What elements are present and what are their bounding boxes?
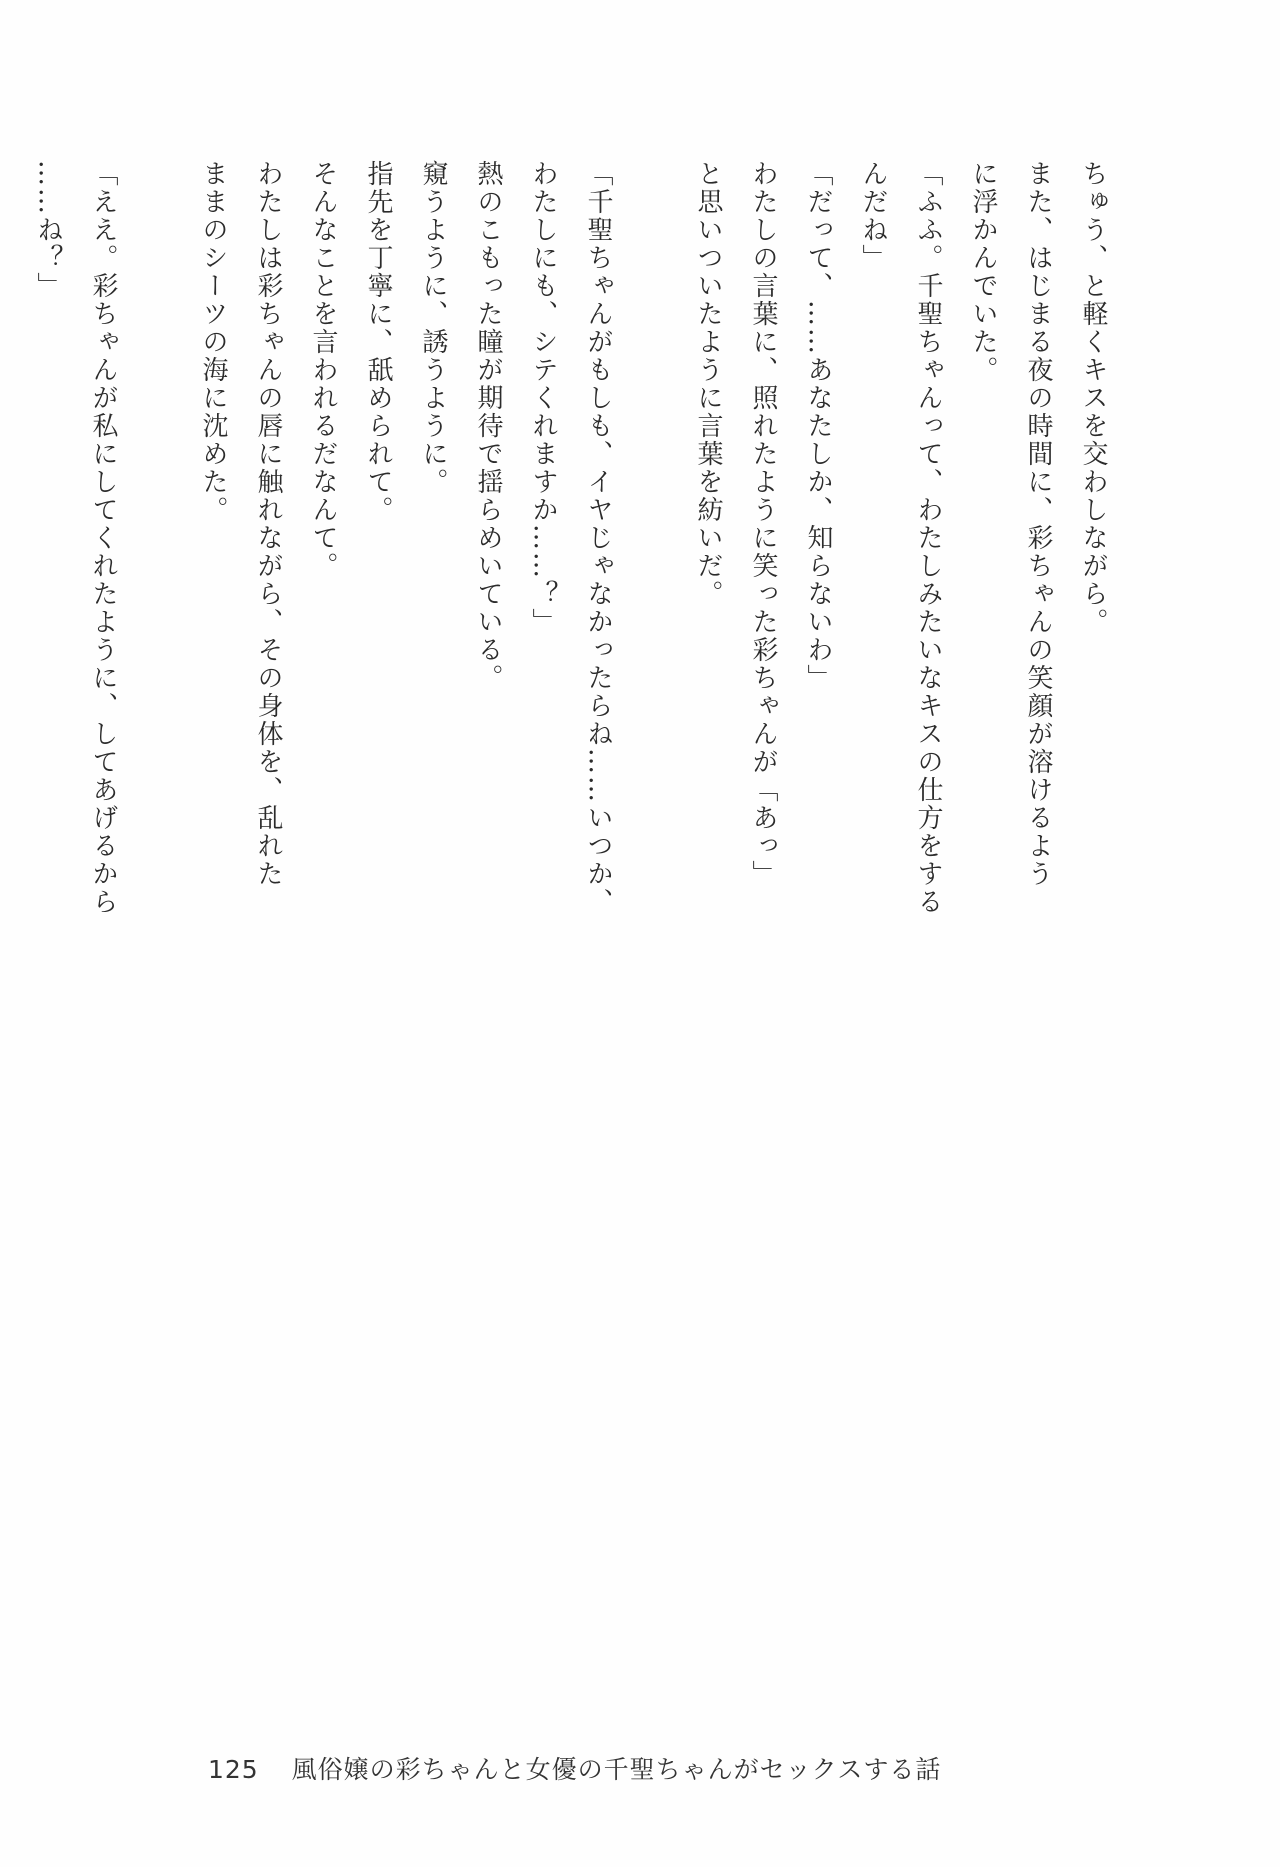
blank-line	[130, 160, 185, 920]
text-line: に浮かんでいた。	[968, 160, 998, 384]
text-line: 「だって、……あなたしか、知らないわ」	[803, 160, 833, 692]
text-line: わたしは彩ちゃんの唇に触れながら、その身体を、乱れた	[253, 160, 283, 888]
text-line: わたしにも、シテくれますか……？」	[528, 160, 558, 636]
text-line: 「千聖ちゃんがもしも、イヤじゃなかったらね……いつか、	[583, 160, 613, 916]
blank-line	[625, 160, 680, 920]
page-number: 125	[208, 1755, 259, 1784]
text-line: ちゅう、と軽くキスを交わしながら。	[1078, 160, 1108, 636]
blank-line	[0, 160, 20, 920]
book-title: 風俗嬢の彩ちゃんと女優の千聖ちゃんがセックスする話	[291, 1755, 942, 1784]
text-line: ままのシーツの海に沈めた。	[198, 160, 228, 524]
text-line: また、はじまる夜の時間に、彩ちゃんの笑顔が溶けるよう	[1023, 160, 1053, 888]
vertical-body-text	[0, 160, 1120, 920]
text-line: と思いついたように言葉を紡いだ。	[693, 160, 723, 608]
page-footer	[208, 1750, 941, 1786]
text-line: 「ふふ。千聖ちゃんって、わたしみたいなキスの仕方をする	[913, 160, 943, 916]
text-line: 熱のこもった瞳が期待で揺らめいている。	[473, 160, 503, 692]
text-line: 「ええ。彩ちゃんが私にしてくれたように、してあげるから	[88, 160, 118, 916]
text-line: そんなことを言われるだなんて。	[308, 160, 338, 580]
text-line: 窺うように、誘うように。	[418, 160, 448, 496]
text-line: ……ね？」	[33, 160, 63, 300]
text-line: わたしの言葉に、照れたように笑った彩ちゃんが「あっ」	[748, 160, 778, 888]
text-line: んだね」	[858, 160, 888, 272]
text-line: 指先を丁寧に、舐められて。	[363, 160, 393, 524]
